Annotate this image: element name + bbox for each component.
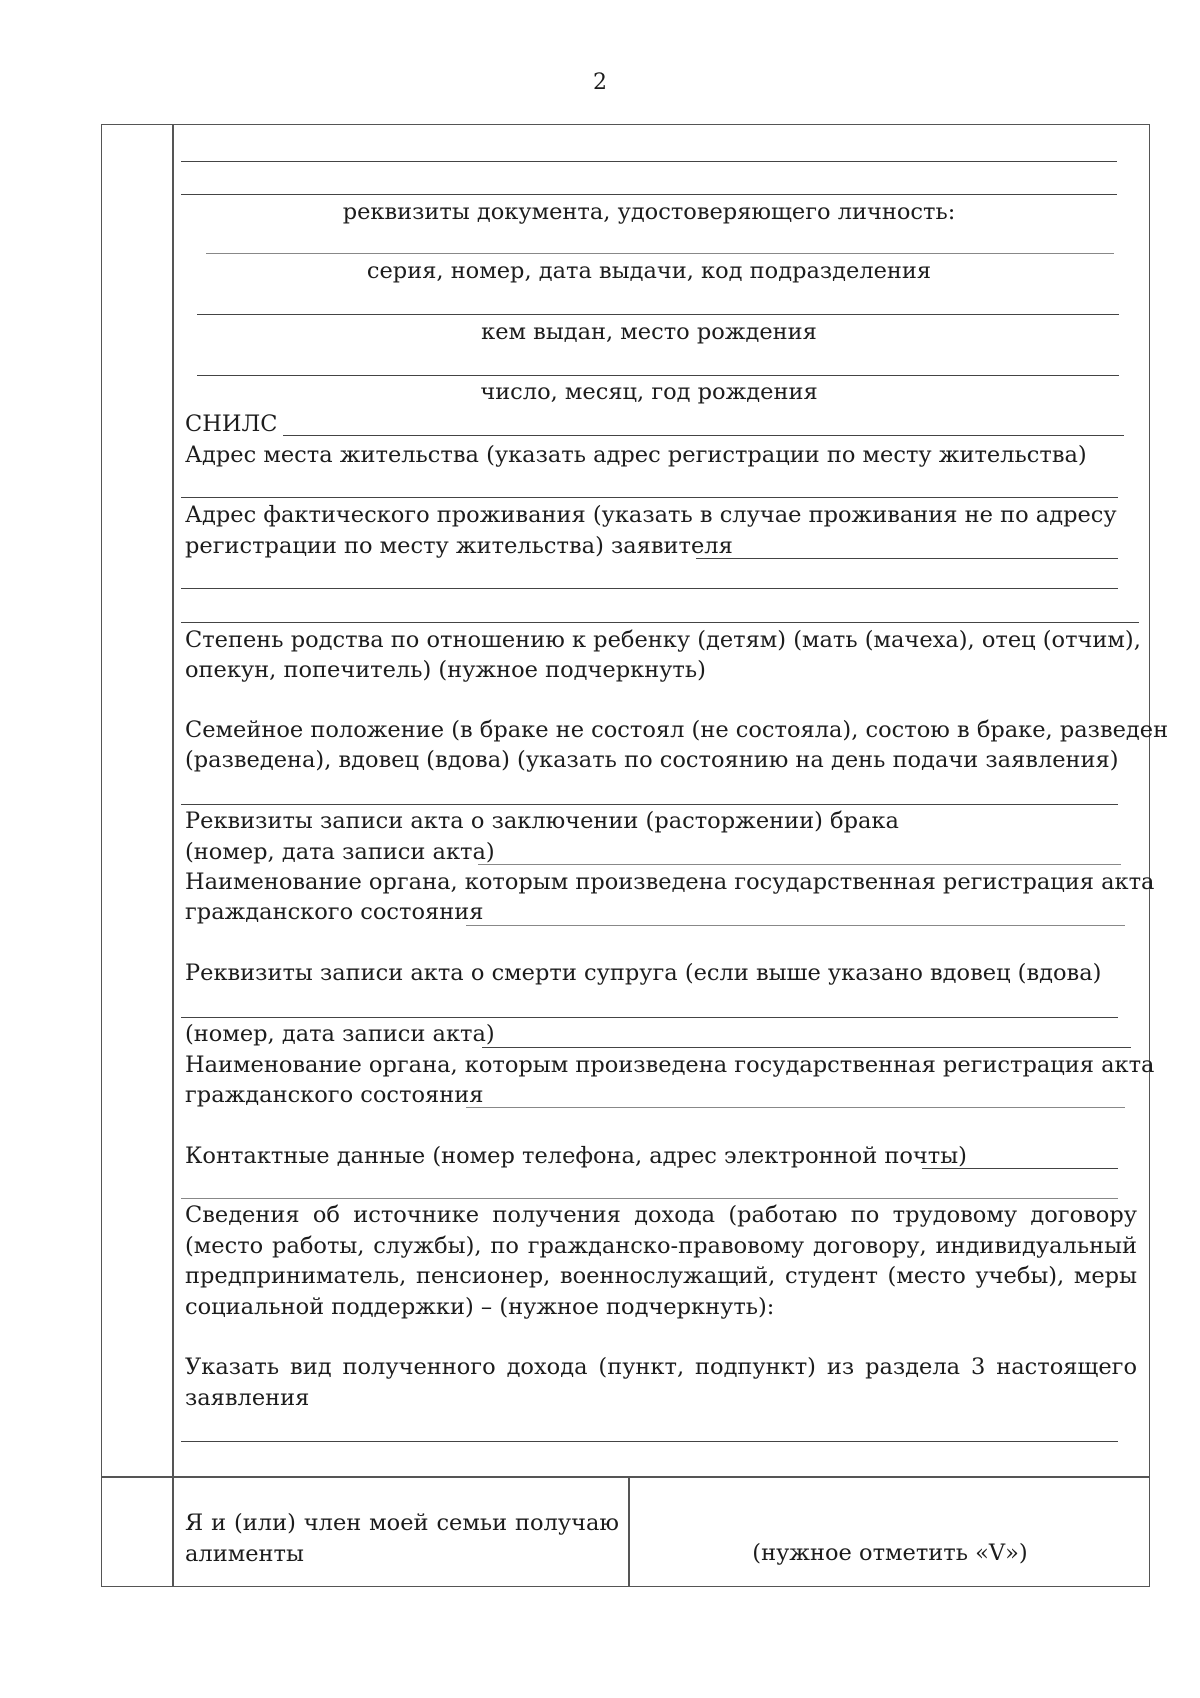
- kinship-label-2: опекун, попечитель) (нужное подчеркнуть): [185, 657, 706, 683]
- marriage-record-field[interactable]: [478, 864, 1121, 865]
- table-column-divider: [172, 124, 174, 1587]
- snils-field[interactable]: [283, 435, 1124, 436]
- death-record-number-label: (номер, дата записи акта): [185, 1021, 495, 1047]
- registry-body-field[interactable]: [466, 925, 1125, 926]
- alimony-label: Я и (или) член моей семьи получаю алименты: [185, 1510, 619, 1567]
- death-record-label: Реквизиты записи акта о смерти супруга (если выше указано вдовец (вдова): [185, 960, 1102, 986]
- table-row-divider: [101, 1476, 1150, 1478]
- alimony-hint: (нужное отметить «V»): [752, 1540, 1028, 1566]
- blank-line-issued-by[interactable]: [197, 375, 1119, 376]
- issued-by-caption: кем выдан, место рождения: [481, 319, 817, 345]
- contacts-field-2[interactable]: [181, 1198, 1118, 1199]
- income-type-field-1[interactable]: [181, 1441, 1118, 1442]
- contacts-label: Контактные данные (номер телефона, адрес электронной почты): [185, 1143, 967, 1169]
- contacts-field[interactable]: [922, 1168, 1118, 1169]
- kinship-label-1: Степень родства по отношению к ребенку (детям) (мать (мачеха), отец (отчим),: [185, 627, 1141, 653]
- marital-status-field[interactable]: [181, 804, 1118, 805]
- registry-body2-label-2: гражданского состояния: [185, 1082, 484, 1108]
- income-source-text: Сведения об источнике получения дохода (работаю по трудовому договору (место работы, службы), по гражданско-правовому договору, индивидуальный предприниматель, пенсионер, военнослужащий, студент (место учебы), меры социальной поддержки) – (нужное подчеркнуть):: [185, 1202, 1137, 1320]
- marriage-record-label-2: (номер, дата записи акта): [185, 839, 495, 865]
- income-type-text: Указать вид полученного дохода (пункт, подпункт) из раздела 3 настоящего заявления: [185, 1354, 1137, 1411]
- actual-address-label-2: регистрации по месту жительства) заявителя: [185, 533, 733, 559]
- alimony-checkbox-cell[interactable]: [631, 1538, 1149, 1568]
- actual-address-field-1[interactable]: [696, 558, 1118, 559]
- residence-address-label: Адрес места жительства (указать адрес регистрации по месту жительства): [185, 442, 1087, 468]
- residence-address-field[interactable]: [181, 497, 1118, 498]
- page-number: 2: [593, 70, 607, 95]
- actual-address-field-2[interactable]: [181, 588, 1118, 589]
- blank-line-applicant-name-1[interactable]: [181, 161, 1117, 162]
- marital-status-label-1: Семейное положение (в браке не состоял (не состояла), состою в браке, разведен: [185, 717, 1169, 743]
- blank-line-applicant-name-2[interactable]: [181, 194, 1117, 195]
- blank-line-series-number[interactable]: [197, 314, 1119, 315]
- registry-body2-field[interactable]: [466, 1107, 1125, 1108]
- series-number-caption: серия, номер, дата выдачи, код подразделения: [366, 258, 932, 284]
- death-record-field[interactable]: [181, 1017, 1118, 1018]
- marriage-record-label-1: Реквизиты записи акта о заключении (расторжении) брака: [185, 808, 899, 834]
- snils-label: СНИЛС: [185, 411, 278, 437]
- registry-body-label-1: Наименование органа, которым произведена государственная регистрация акта: [185, 869, 1155, 895]
- table-cell-divider: [628, 1476, 630, 1587]
- section-divider: [181, 622, 1139, 623]
- actual-address-label-1: Адрес фактического проживания (указать в случае проживания не по адресу: [185, 502, 1117, 528]
- birthdate-caption: число, месяц, год рождения: [480, 379, 818, 405]
- id-document-caption: реквизиты документа, удостоверяющего личность:: [342, 199, 956, 225]
- death-record-number-field[interactable]: [482, 1047, 1131, 1048]
- blank-line-id-document[interactable]: [206, 253, 1114, 254]
- marital-status-label-2: (разведена), вдовец (вдова) (указать по состоянию на день подачи заявления): [185, 747, 1119, 773]
- registry-body2-label-1: Наименование органа, которым произведена государственная регистрация акта: [185, 1052, 1155, 1078]
- registry-body-label-2: гражданского состояния: [185, 899, 484, 925]
